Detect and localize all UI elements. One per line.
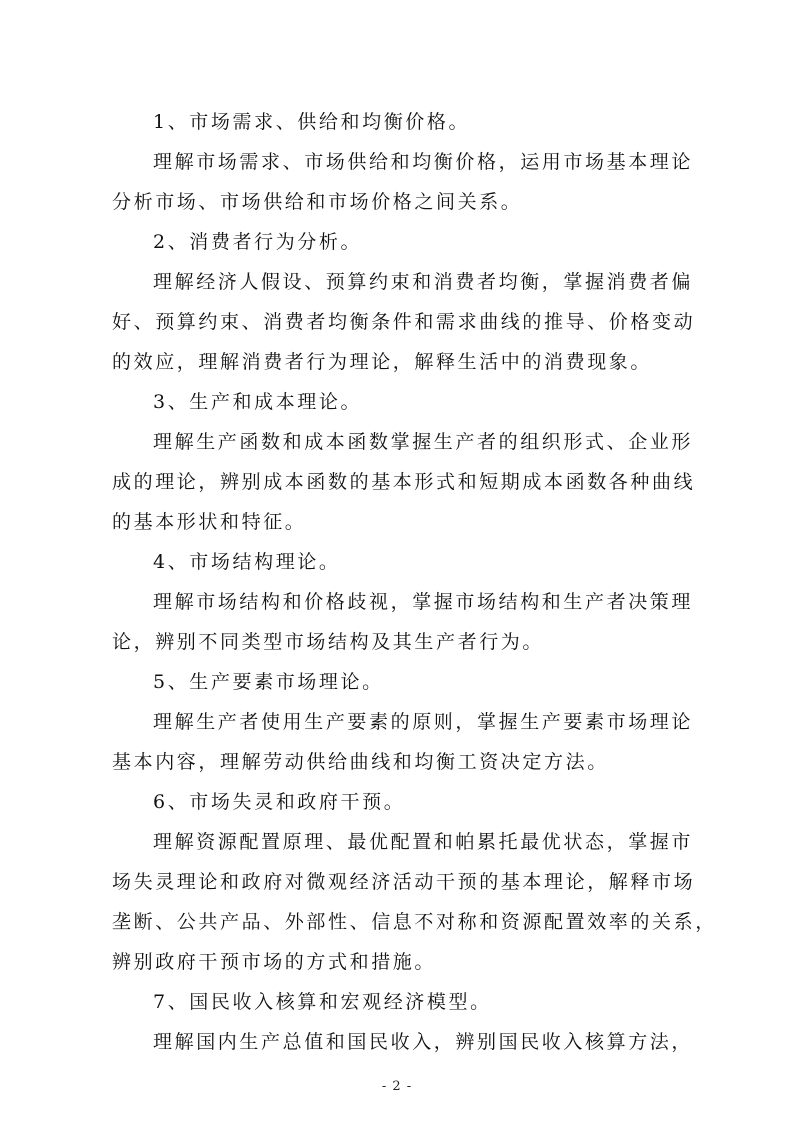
paragraph-line: 垄断、公共产品、外部性、信息不对称和资源配置效率的关系， [112,911,717,933]
paragraph-line: 的效应，理解消费者行为理论，解释生活中的消费现象。 [112,351,653,373]
paragraph-line: 理解生产函数和成本函数掌握生产者的组织形式、企业形 [153,431,694,453]
section-heading-7: 7、国民收入核算和宏观经济模型。 [153,991,492,1013]
paragraph-line: 场失灵理论和政府对微观经济活动干预的基本理论，解释市场 [112,871,696,893]
paragraph-line: 的基本形状和特征。 [112,511,307,533]
paragraph-line: 理解经济人假设、预算约束和消费者均衡，掌握消费者偏 [153,271,694,293]
paragraph-line: 好、预算约束、消费者均衡条件和需求曲线的推导、价格变动 [112,311,696,333]
paragraph-line: 基本内容，理解劳动供给曲线和均衡工资决定方法。 [112,751,609,773]
section-heading-6: 6、市场失灵和政府干预。 [153,791,406,813]
paragraph-line: 理解市场需求、市场供给和均衡价格，运用市场基本理论 [153,151,694,173]
paragraph-line: 理解国内生产总值和国民收入，辨别国民收入核算方法， [153,1031,694,1053]
paragraph-line: 理解资源配置原理、最优配置和帕累托最优状态，掌握市 [153,831,694,853]
section-heading-3: 3、生产和成本理论。 [153,391,363,413]
paragraph-line: 论，辨别不同类型市场结构及其生产者行为。 [112,631,545,653]
section-heading-1: 1、市场需求、供给和均衡价格。 [153,111,471,133]
paragraph-line: 分析市场、市场供给和市场价格之间关系。 [112,191,523,213]
paragraph-line: 成的理论，辨别成本函数的基本形式和短期成本函数各种曲线 [112,471,696,493]
paragraph-line: 理解生产者使用生产要素的原则，掌握生产要素市场理论 [153,711,694,733]
paragraph-line: 理解市场结构和价格歧视，掌握市场结构和生产者决策理 [153,591,694,613]
section-heading-2: 2、消费者行为分析。 [153,231,363,253]
section-heading-4: 4、市场结构理论。 [153,551,341,573]
paragraph-line: 辨别政府干预市场的方式和措施。 [112,951,437,973]
section-heading-5: 5、生产要素市场理论。 [153,671,384,693]
page-number: - 2 - [381,1079,413,1094]
